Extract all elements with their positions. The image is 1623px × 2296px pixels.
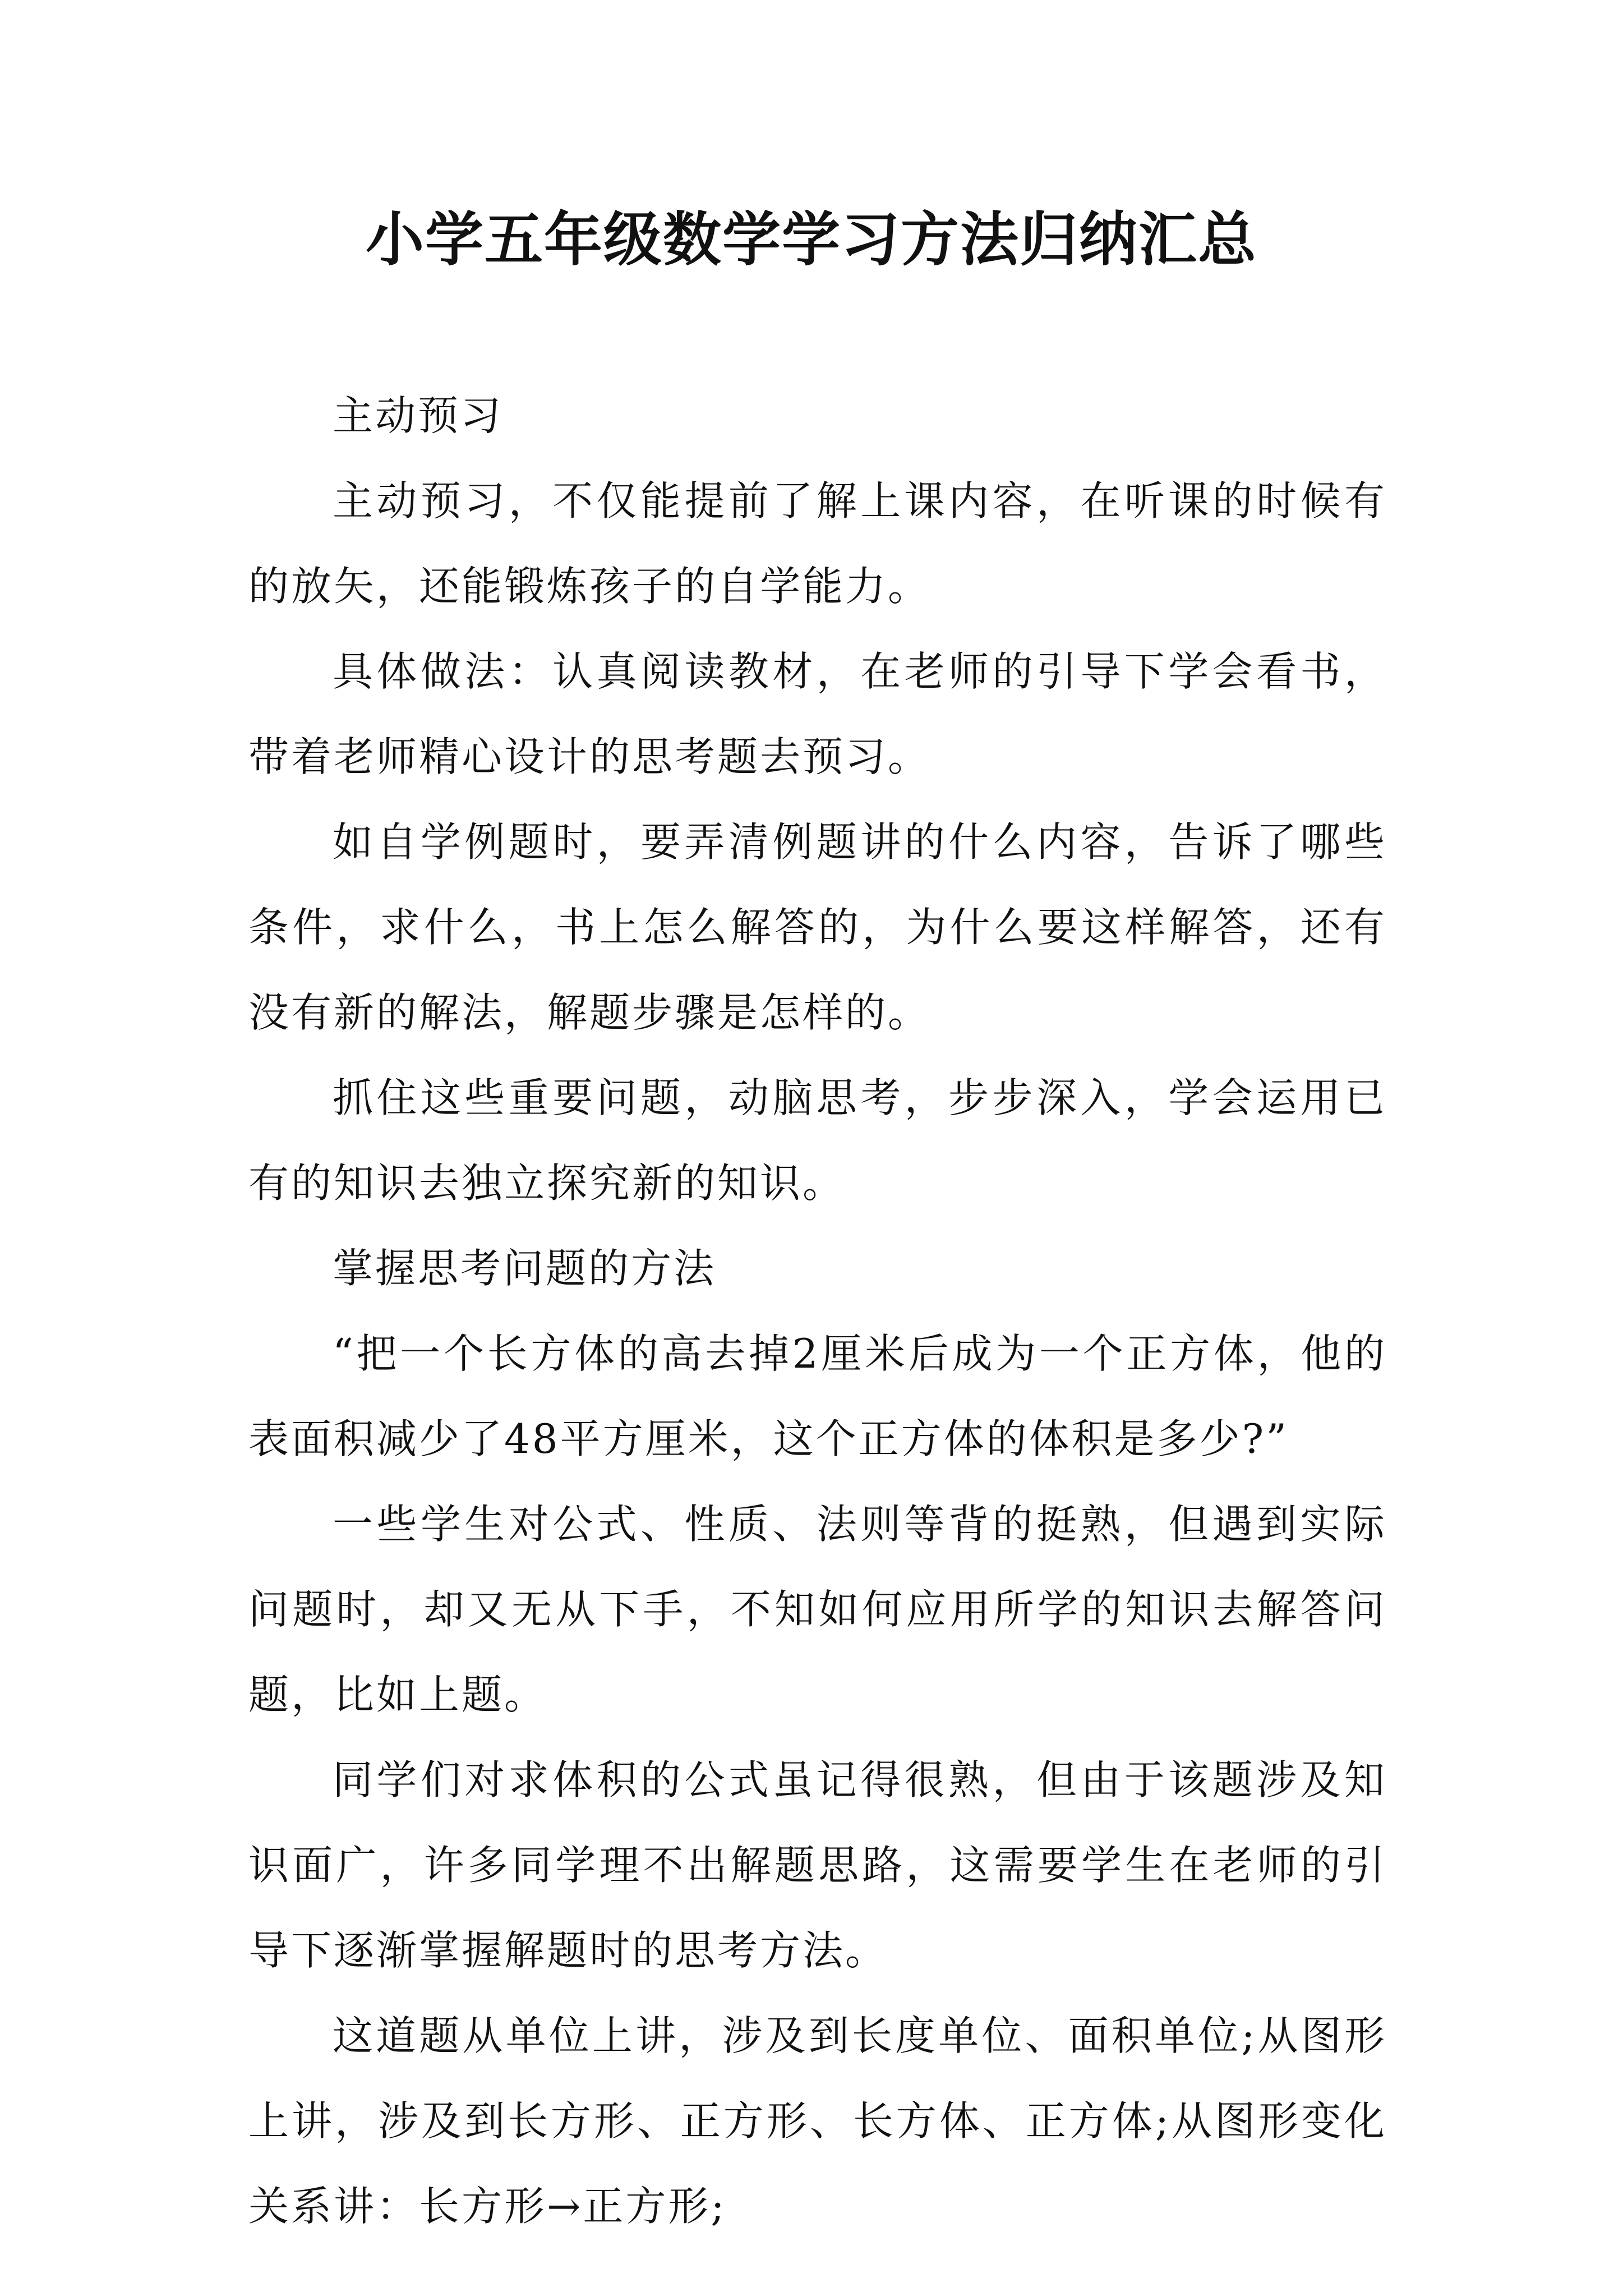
paragraph: 这道题从单位上讲，涉及到长度单位、面积单位;从图形上讲，涉及到长方形、正方形、长方体、正方体;从图形变化关系讲：长方形→正方形; bbox=[248, 2012, 1387, 2230]
section-heading-preview: 主动预习 bbox=[333, 392, 504, 439]
paragraph: 如自学例题时，要弄清例题讲的什么内容，告诉了哪些条件，求什么，书上怎么解答的，为什么要这样解答，还有没有新的解法，解题步骤是怎样的。 bbox=[248, 818, 1387, 1036]
example-problem-quote: “把一个长方体的高去掉2厘米后成为一个正方体，他的表面积减少了48平方厘米，这个正方体的体积是多少?” bbox=[248, 1330, 1387, 1462]
paragraph: 具体做法：认真阅读教材，在老师的引导下学会看书，带着老师精心设计的思考题去预习。 bbox=[248, 648, 1387, 780]
paragraph: 一些学生对公式、性质、法则等背的挺熟，但遇到实际问题时，却又无从下手，不知如何应用所学的知识去解答问题，比如上题。 bbox=[248, 1501, 1387, 1718]
document-body bbox=[248, 373, 1387, 2249]
section-heading-thinking-method: 掌握思考问题的方法 bbox=[333, 1245, 717, 1292]
paragraph: 抓住这些重要问题，动脑思考，步步深入，学会运用已有的知识去独立探究新的知识。 bbox=[248, 1074, 1387, 1207]
paragraph: 同学们对求体积的公式虽记得很熟，但由于该题涉及知识面广，许多同学理不出解题思路，这需要学生在老师的引导下逐渐掌握解题时的思考方法。 bbox=[248, 1756, 1387, 1974]
paragraph: 主动预习，不仅能提前了解上课内容，在听课的时候有的放矢，还能锻炼孩子的自学能力。 bbox=[248, 477, 1387, 610]
document-title: 小学五年级数学学习方法归纳汇总 bbox=[365, 205, 1257, 274]
